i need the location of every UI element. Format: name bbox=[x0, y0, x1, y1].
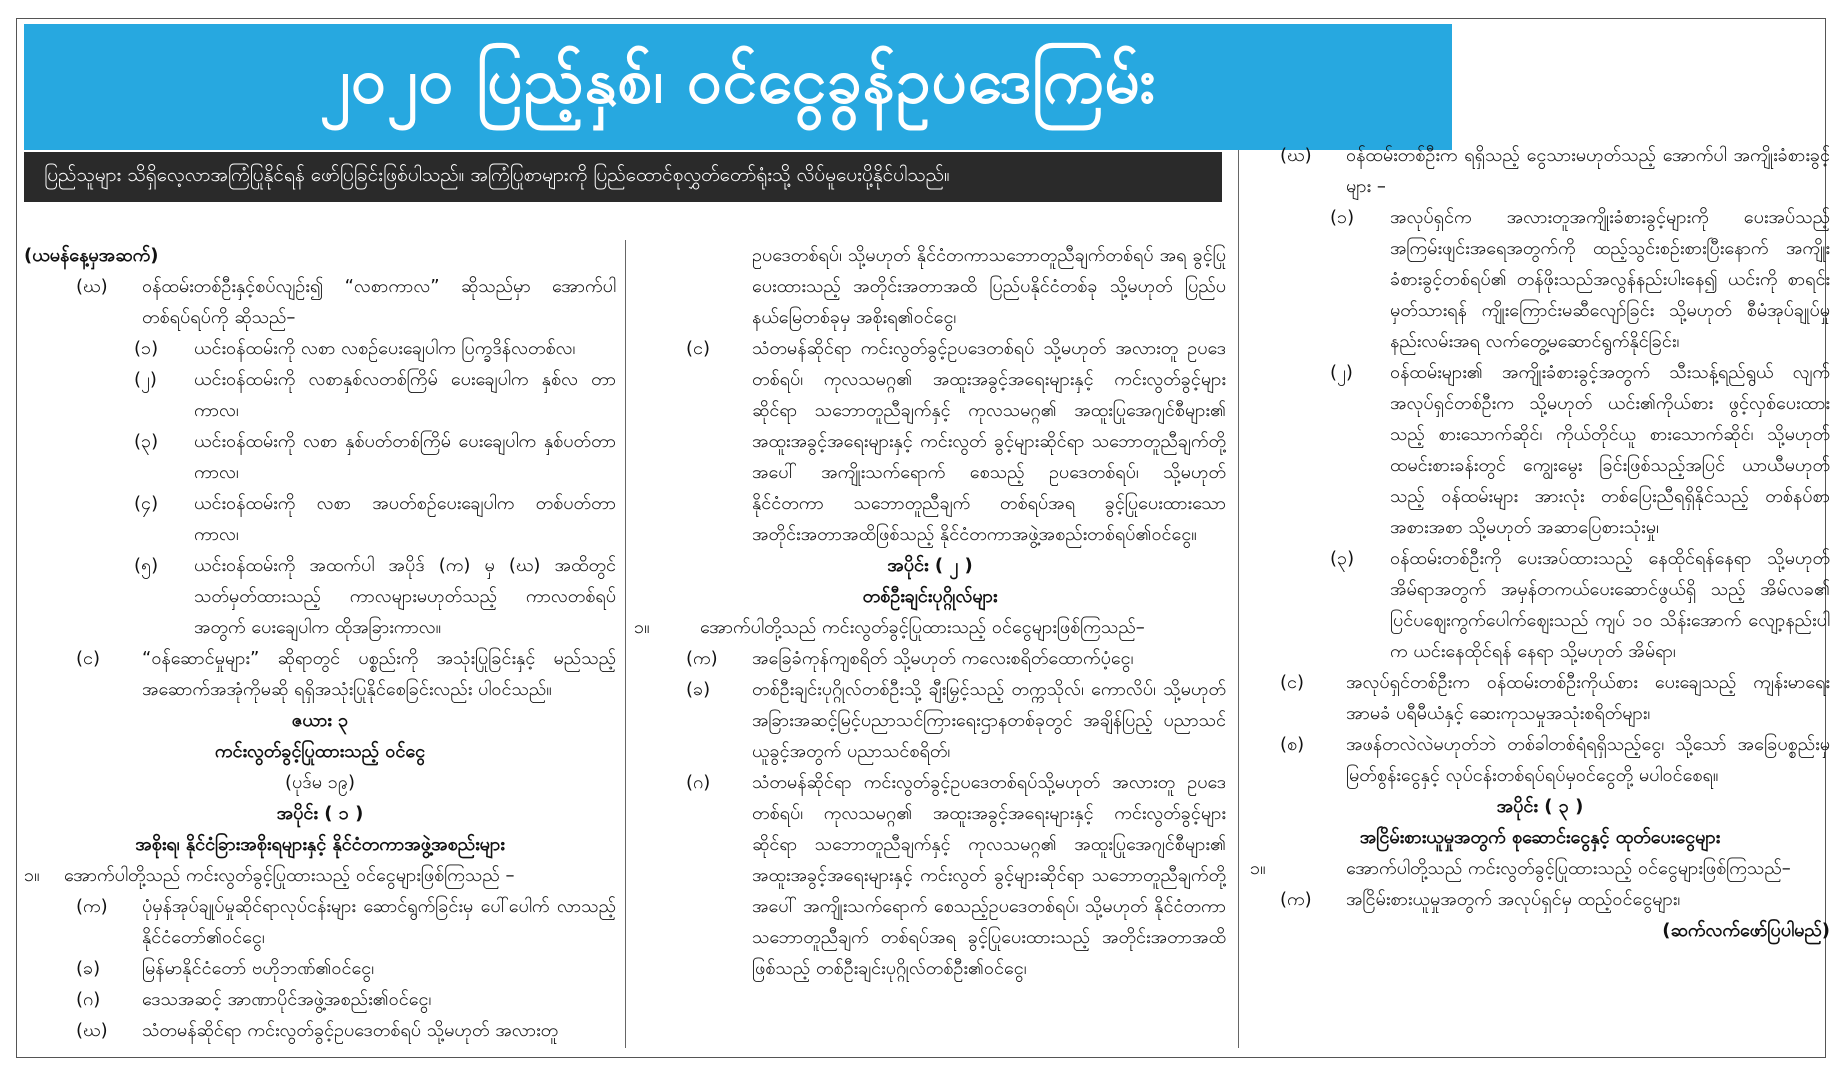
subclause-text: ယင်းဝန်ထမ်းကို လစာ လစဉ်ပေးချေပါက ပြက္ခဒိန်လတစ်လ၊ bbox=[194, 338, 576, 359]
column-1 bbox=[24, 240, 616, 1046]
subclause-3 bbox=[1250, 543, 1830, 667]
subclause-text: ယင်းဝန်ထမ်းကို လစာနှစ်လတစ်ကြိမ် ပေးချေပါက နှစ်လ တာကာလ၊ bbox=[194, 369, 616, 421]
paragraph-marker: ၁။ bbox=[634, 617, 650, 638]
list-item bbox=[24, 984, 616, 1015]
list-marker: (က) bbox=[686, 648, 718, 669]
clause-marker: (စ) bbox=[1280, 734, 1305, 755]
list-marker: (ဃ) bbox=[76, 1020, 108, 1041]
list-marker: (ခ) bbox=[76, 958, 101, 979]
list-text: ဒေသအဆင့် အာဏာပိုင်အဖွဲ့အစည်း၏ဝင်ငွေ၊ bbox=[142, 989, 432, 1010]
subclause-text: အလုပ်ရှင်က အလားတူအကျိုးခံစားခွင့်များကို ပေးအပ်သည့် အကြမ်းဖျင်းအရေအတွက်ကို ထည့်သွင်းစဉ်းစားပြီးနောက် အကျိုး ခံစားခွင့်တစ်ရပ်၏ တန်ဖိုးသည်အလွန်နည်းပါးနေ၍ ယင်းကို စာရင်းမှတ်သားရန် ကျိုးကြောင်းမဆီလျော်ခြင်း သို့မဟုတ် စီမံအုပ်ချုပ်မှုနည်းလမ်းအရ လက်တွေ့မဆောင်ရွက်နိုင်ခြင်း၊ bbox=[1390, 207, 1830, 352]
clause-text: ဝန်ထမ်းတစ်ဦးနှင့်စပ်လျဉ်း၍ “လစာကာလ” ဆိုသည်မှာ အောက်ပါတစ်ရပ်ရပ်ကို ဆိုသည်– bbox=[142, 276, 616, 328]
clause-gha bbox=[1250, 140, 1830, 202]
subclause-2 bbox=[24, 364, 616, 426]
clause-text: ဥပဒေတစ်ရပ်၊ သို့မဟုတ် နိုင်ငံတကာသဘောတူညီချက်တစ်ရပ် အရ ခွင့်ပြုပေးထားသည့် အတိုင်းအတာအထိ ပြည်ပနိုင်ငံတစ်ခု သို့မဟုတ် ပြည်ပနယ်မြေတစ်ခုမှ အစိုးရ၏ဝင်ငွေ၊ bbox=[752, 245, 1226, 328]
paragraph-marker: ၁။ bbox=[24, 865, 40, 886]
subclause-3 bbox=[24, 426, 616, 488]
paragraph-1 bbox=[24, 860, 616, 891]
subclause-text: ယင်းဝန်ထမ်းကို အထက်ပါ အပိုဒ် (က) မှ (ဃ) အထိတွင် သတ်မှတ်ထားသည့် ကာလများမဟုတ်သည့် ကာလတစ်ရပ် အတွက် ပေးချေပါက ထိုအခြားကာလ။ bbox=[194, 555, 616, 638]
subclause-marker: (၅) bbox=[134, 555, 159, 576]
paragraph-text: အောက်ပါတို့သည် ကင်းလွတ်ခွင့်ပြုထားသည့် ဝင်ငွေများဖြစ်ကြသည်– bbox=[700, 617, 1145, 638]
list-item bbox=[24, 1015, 616, 1046]
notice-text: ပြည်သူများ သိရှိလေ့လာအကြံပြုနိုင်ရန် ဖော်ပြခြင်းဖြစ်ပါသည်။ အကြံပြုစာများကို ပြည်ထောင်စုလွှတ်တော်ရုံးသို့ လိပ်မူပေးပို့နိုင်ပါသည်။ bbox=[44, 164, 950, 186]
subclause-marker: (၂) bbox=[134, 369, 157, 390]
list-text: သံတမန်ဆိုင်ရာ ကင်းလွတ်ခွင့်ဥပဒေတစ်ရပ် သို့မဟုတ် အလားတူ bbox=[142, 1020, 559, 1041]
subclause-1 bbox=[1250, 202, 1830, 357]
blank-marker bbox=[686, 240, 752, 333]
subclause-text: ယင်းဝန်ထမ်းကို လစာ အပတ်စဉ်ပေးချေပါက တစ်ပတ်တာ ကာလ၊ bbox=[194, 493, 616, 545]
subclause-text: ဝန်ထမ်းများ၏ အကျိုးခံစားခွင့်အတွက် သီးသန့်ရည်ရွယ် လျက် အလုပ်ရှင်တစ်ဦးက သို့မဟုတ် ယင်း၏ကိုယ်စား ဖွင့်လှစ်ပေးထားသည့် စားသောက်ဆိုင်၊ ကိုယ်တိုင်ယူ စားသောက်ဆိုင်၊ သို့မဟုတ် ထမင်းစားခန်းတွင် ကျွေးမွေး ခြင်းဖြစ်သည့်အပြင် ယာယီမဟုတ်သည့် ဝန်ထမ်းများ အားလုံး တစ်ပြေးညီရရှိနိုင်သည့် တစ်နပ်စာအစားအစာ သို့မဟုတ် အဆာပြေစားသုံးမှု၊ bbox=[1390, 362, 1830, 538]
clause-text: အဖန်တလဲလဲမဟုတ်ဘဲ တစ်ခါတစ်ရံရရှိသည့်ငွေ၊ သို့သော် အခြေပစ္စည်းမှ မြတ်စွန်းငွေနှင့် လုပ်ငန်းတစ်ရပ်ရပ်မှဝင်ငွေတို့ မပါဝင်စေရ။ bbox=[1346, 734, 1830, 786]
part-title: အစိုးရ၊ နိုင်ငံခြားအစိုးရများနှင့် နိုင်ငံတကာအဖွဲ့အစည်းများ bbox=[135, 834, 505, 855]
paragraph-text: အောက်ပါတို့သည် ကင်းလွတ်ခွင့်ပြုထားသည့် ဝင်ငွေများဖြစ်ကြသည် – bbox=[64, 865, 515, 886]
list-marker: (ခ) bbox=[686, 679, 711, 700]
paragraph-1 bbox=[1250, 853, 1830, 884]
page-title: ၂၀၂၀ ပြည့်နှစ်၊ ဝင်ငွေခွန်ဥပဒေကြမ်း bbox=[319, 43, 1157, 117]
subclause-marker: (၁) bbox=[1330, 207, 1355, 228]
clause-marker: (င) bbox=[1280, 672, 1305, 693]
list-marker: (ဂ) bbox=[686, 772, 711, 793]
clause-gha bbox=[24, 271, 616, 333]
subclause-text: ယင်းဝန်ထမ်းကို လစာ နှစ်ပတ်တစ်ကြိမ် ပေးချေပါက နှစ်ပတ်တာကာလ၊ bbox=[194, 431, 616, 483]
title-banner bbox=[24, 24, 1452, 150]
list-item bbox=[24, 953, 616, 984]
clause-nga bbox=[634, 333, 1226, 550]
column-3 bbox=[1250, 140, 1830, 946]
part-heading: အပိုင်း ( ၂ ) bbox=[887, 555, 973, 576]
list-item bbox=[24, 891, 616, 953]
notice-bar bbox=[24, 152, 1222, 202]
column-2 bbox=[634, 240, 1226, 984]
section-reference: (ပုဒ်မ ၁၉) bbox=[285, 772, 355, 793]
list-item bbox=[634, 674, 1226, 767]
part-heading: အပိုင်း ( ၁ ) bbox=[276, 803, 364, 824]
part-title: အငြိမ်းစားယူမှုအတွက် စုဆောင်းငွေနှင့် ထုတ်ပေးငွေများ bbox=[1359, 827, 1721, 848]
subclause-marker: (၃) bbox=[134, 431, 159, 452]
subclause-2 bbox=[1250, 357, 1830, 543]
list-item bbox=[1250, 884, 1830, 915]
clause-marker: (င) bbox=[76, 648, 101, 669]
list-text: သံတမန်ဆိုင်ရာ ကင်းလွတ်ခွင့်ဥပဒေတစ်ရပ်သို့မဟုတ် အလားတူ ဥပဒေတစ်ရပ်၊ ကုလသမဂ္ဂ၏ အထူးအခွင့်အရေးများနှင့် ကင်းလွတ်ခွင့်များဆိုင်ရာ သဘောတူညီချက်နှင့် ကုလသမဂ္ဂ၏ အထူးပြုအေဂျင်စီများ၏ အထူးအခွင့်အရေးများနှင့် ကင်းလွတ် ခွင့်များဆိုင်ရာ သဘောတူညီချက်တို့အပေါ် အကျိုးသက်ရောက် စေသည့်ဥပဒေတစ်ရပ်၊ သို့မဟုတ် နိုင်ငံတကာ သဘောတူညီချက် တစ်ရပ်အရ ခွင့်ပြုပေးထားသည့် အတိုင်းအတာအထိဖြစ်သည့် တစ်ဦးချင်းပုဂ္ဂိုလ်တစ်ဦး၏ဝင်ငွေ၊ bbox=[752, 772, 1226, 979]
subclause-4 bbox=[24, 488, 616, 550]
continued-label: (ယမန်နေ့မှအဆက်) bbox=[24, 245, 159, 266]
list-marker: (က) bbox=[1280, 889, 1312, 910]
schedule-heading: ဇယား ၃ bbox=[291, 710, 349, 731]
column-separator-1 bbox=[625, 240, 626, 1048]
subclause-marker: (၁) bbox=[134, 338, 159, 359]
clause-text: “ဝန်ဆောင်မှုများ” ဆိုရာတွင် ပစ္စည်းကို အသုံးပြုခြင်းနှင့် မည်သည့် အဆောက်အအုံကိုမဆို ရရှိအသုံးပြုနိုင်စေခြင်းလည်း ပါဝင်သည်။ bbox=[142, 648, 616, 700]
clause-marker: (င) bbox=[686, 338, 711, 359]
list-marker: (က) bbox=[76, 896, 108, 917]
list-item bbox=[634, 643, 1226, 674]
list-item bbox=[634, 767, 1226, 984]
subclause-marker: (၄) bbox=[134, 493, 159, 514]
column-separator-2 bbox=[1238, 150, 1239, 1048]
paragraph-text: အောက်ပါတို့သည် ကင်းလွတ်ခွင့်ပြုထားသည့် ဝင်ငွေများဖြစ်ကြသည်– bbox=[1346, 858, 1791, 879]
clause-text: ဝန်ထမ်းတစ်ဦးက ရရှိသည့် ငွေသားမဟုတ်သည့် အောက်ပါ အကျိုးခံစားခွင့်များ – bbox=[1346, 145, 1830, 197]
part-title: တစ်ဦးချင်းပုဂ္ဂိုလ်များ bbox=[862, 586, 998, 607]
subclause-1 bbox=[24, 333, 616, 364]
subclause-5 bbox=[24, 550, 616, 643]
continued-clause bbox=[634, 240, 1226, 333]
list-text: အခြေခံကုန်ကျစရိတ် သို့မဟုတ် ကလေးစရိတ်ထောက်ပံ့ငွေ၊ bbox=[752, 648, 1134, 669]
subclause-marker: (၂) bbox=[1330, 362, 1353, 383]
list-text: တစ်ဦးချင်းပုဂ္ဂိုလ်တစ်ဦးသို့ ချီးမြှင့်သည့် တက္ကသိုလ်၊ ကောလိပ်၊ သို့မဟုတ် အခြားအဆင့်မြင့်ပညာသင်ကြားရေးဌာနတစ်ခုတွင် အချိန်ပြည့် ပညာသင်ယူခွင့်အတွက် ပညာသင်စရိတ်၊ bbox=[752, 679, 1226, 762]
paragraph-1 bbox=[634, 612, 1226, 643]
list-marker: (ဂ) bbox=[76, 989, 101, 1010]
list-text: မြန်မာနိုင်ငံတော် ဗဟိုဘဏ်၏ဝင်ငွေ၊ bbox=[142, 958, 375, 979]
clause-nga bbox=[1250, 667, 1830, 729]
schedule-title: ကင်းလွတ်ခွင့်ပြုထားသည့် ဝင်ငွေ bbox=[214, 741, 426, 762]
clause-sa bbox=[1250, 729, 1830, 791]
clause-marker: (ဃ) bbox=[1280, 145, 1312, 166]
continued-note: (ဆက်လက်ဖော်ပြပါမည်) bbox=[1662, 920, 1830, 941]
clause-text: သံတမန်ဆိုင်ရာ ကင်းလွတ်ခွင့်ဥပဒေတစ်ရပ် သို့မဟုတ် အလားတူ ဥပဒေတစ်ရပ်၊ ကုလသမဂ္ဂ၏ အထူးအခွင့်အရေးများနှင့် ကင်းလွတ်ခွင့်များဆိုင်ရာ သဘောတူညီချက်နှင့် ကုလသမဂ္ဂ၏ အထူးပြုအေဂျင်စီများ၏ အထူးအခွင့်အရေးများနှင့် ကင်းလွတ် ခွင့်များဆိုင်ရာ သဘောတူညီချက်တို့အပေါ် အကျိုးသက်ရောက် စေသည့် ဥပဒေတစ်ရပ်၊ သို့မဟုတ် နိုင်ငံတကာ သဘောတူညီချက် တစ်ရပ်အရ ခွင့်ပြုပေးထားသော အတိုင်းအတာအထိဖြစ်သည့် နိုင်ငံတကာအဖွဲ့အစည်းတစ်ရပ်၏ဝင်ငွေ။ bbox=[752, 338, 1226, 545]
clause-text: အလုပ်ရှင်တစ်ဦးက ဝန်ထမ်းတစ်ဦးကိုယ်စား ပေးချေသည့် ကျန်းမာရေးအာမခံ ပရီမီယံနှင့် ဆေးကုသမှုအသုံးစရိတ်များ၊ bbox=[1346, 672, 1830, 724]
subclause-text: ဝန်ထမ်းတစ်ဦးကို ပေးအပ်ထားသည့် နေထိုင်ရန်နေရာ သို့မဟုတ် အိမ်ရာအတွက် အမှန်တကယ်ပေးဆောင်ဖွယ်ရှိ သည့် အိမ်လခ၏ ပြင်ပဈေးကွက်ပေါက်ဈေးသည် ကျပ် ၁၀ သိန်းအောက် လျော့နည်းပါက ယင်းနေထိုင်ရန် နေရာ သို့မဟုတ် အိမ်ရာ၊ bbox=[1390, 548, 1830, 662]
paragraph-marker: ၁။ bbox=[1250, 858, 1266, 879]
list-text: ပုံမှန်အုပ်ချုပ်မှုဆိုင်ရာလုပ်ငန်းများ ဆောင်ရွက်ခြင်းမှ ပေါ်ပေါက် လာသည့် နိုင်ငံတော်၏ဝင်ငွေ၊ bbox=[142, 896, 616, 948]
list-text: အငြိမ်းစားယူမှုအတွက် အလုပ်ရှင်မှ ထည့်ဝင်ငွေများ၊ bbox=[1346, 889, 1681, 910]
clause-marker: (ဃ) bbox=[76, 276, 108, 297]
part-heading: အပိုင်း ( ၃ ) bbox=[1496, 796, 1584, 817]
subclause-marker: (၃) bbox=[1330, 548, 1355, 569]
clause-nga bbox=[24, 643, 616, 705]
